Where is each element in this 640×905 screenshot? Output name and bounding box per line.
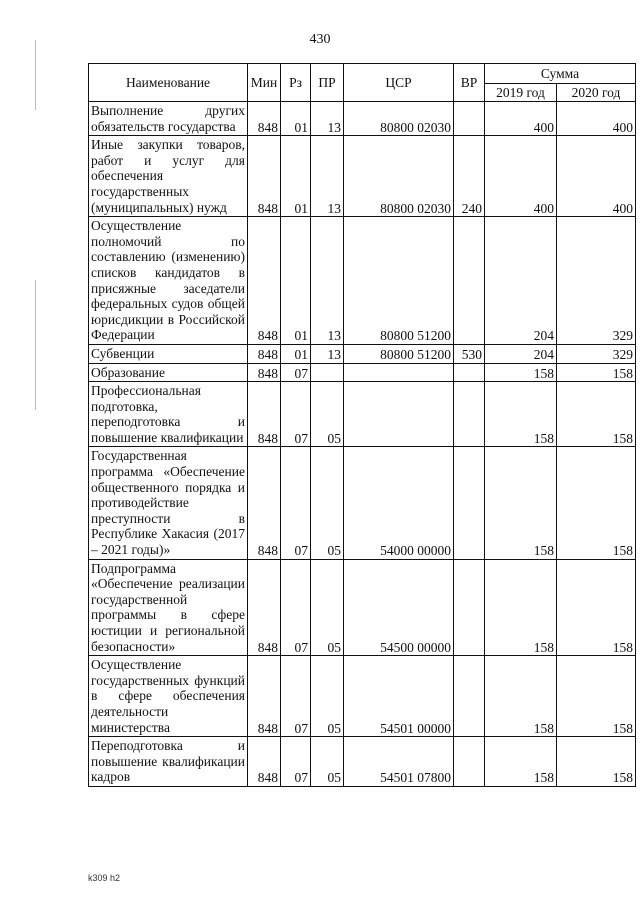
cell-2019: 158 xyxy=(485,737,557,787)
cell-csr: 80800 51200 xyxy=(344,217,454,345)
cell-rz: 07 xyxy=(281,382,311,447)
cell-name: Переподготовка и повышение квалификации кадров xyxy=(89,737,248,787)
table-row xyxy=(89,102,636,136)
cell-2019: 204 xyxy=(485,217,557,345)
cell-2020: 158 xyxy=(557,447,636,559)
cell-2020: 400 xyxy=(557,136,636,217)
page-number: 430 xyxy=(309,32,331,47)
cell-csr: 80800 02030 xyxy=(344,102,454,136)
cell-name: Субвенции xyxy=(89,344,248,363)
table-body xyxy=(89,102,636,787)
cell-csr: 54501 00000 xyxy=(344,656,454,737)
cell-rz: 01 xyxy=(281,217,311,345)
cell-csr xyxy=(344,363,454,382)
cell-name: Выполнение других обязательств государства xyxy=(89,102,248,136)
cell-2019: 158 xyxy=(485,656,557,737)
table-row xyxy=(89,656,636,737)
cell-2019: 400 xyxy=(485,136,557,217)
budget-table xyxy=(88,63,636,787)
cell-name: Образование xyxy=(89,363,248,382)
header-name: Наименование xyxy=(89,64,248,102)
cell-name: Осуществление полномочий по составлению (изменению) списков кандидатов в присяжные заседатели федеральных судов общей юрисдикции в Российской Федерации xyxy=(89,217,248,345)
cell-2020: 158 xyxy=(557,382,636,447)
cell-pr: 05 xyxy=(311,382,344,447)
cell-vr xyxy=(454,559,485,656)
cell-pr: 05 xyxy=(311,447,344,559)
scan-margin-mark xyxy=(35,40,36,110)
cell-pr: 13 xyxy=(311,344,344,363)
cell-rz: 01 xyxy=(281,344,311,363)
cell-rz: 07 xyxy=(281,363,311,382)
cell-2020: 400 xyxy=(557,102,636,136)
cell-min: 848 xyxy=(248,656,281,737)
cell-vr xyxy=(454,217,485,345)
cell-vr: 530 xyxy=(454,344,485,363)
header-rz: Рз xyxy=(281,64,311,102)
cell-rz: 07 xyxy=(281,559,311,656)
cell-name: Иные закупки товаров, работ и услуг для обеспечения государственных (муниципальных) нужд xyxy=(89,136,248,217)
cell-name: Подпрограмма «Обеспечение реализации государственной программы в сфере юстиции и региональной безопасности» xyxy=(89,559,248,656)
scan-margin-mark xyxy=(35,280,36,410)
cell-csr xyxy=(344,382,454,447)
cell-min: 848 xyxy=(248,382,281,447)
cell-2020: 329 xyxy=(557,344,636,363)
cell-rz: 01 xyxy=(281,136,311,217)
cell-min: 848 xyxy=(248,363,281,382)
cell-2020: 158 xyxy=(557,559,636,656)
footer-code: k309 h2 xyxy=(88,873,121,883)
cell-2019: 158 xyxy=(485,447,557,559)
cell-2019: 158 xyxy=(485,559,557,656)
cell-min: 848 xyxy=(248,136,281,217)
table-row xyxy=(89,559,636,656)
cell-pr: 05 xyxy=(311,737,344,787)
header-vr: ВР xyxy=(454,64,485,102)
cell-vr xyxy=(454,656,485,737)
cell-csr: 80800 51200 xyxy=(344,344,454,363)
header-min: Мин xyxy=(248,64,281,102)
cell-rz: 07 xyxy=(281,656,311,737)
cell-min: 848 xyxy=(248,737,281,787)
cell-2019: 158 xyxy=(485,382,557,447)
cell-2019: 158 xyxy=(485,363,557,382)
cell-min: 848 xyxy=(248,217,281,345)
header-year-2020: 2020 год xyxy=(557,84,636,102)
cell-min: 848 xyxy=(248,102,281,136)
table-row xyxy=(89,363,636,382)
table-row xyxy=(89,217,636,345)
header-year-2019: 2019 год xyxy=(485,84,557,102)
cell-pr: 13 xyxy=(311,102,344,136)
cell-name: Государственная программа «Обеспечение общественного порядка и противодействие преступности в Республике Хакасия (2017 – 2021 годы)» xyxy=(89,447,248,559)
cell-2020: 329 xyxy=(557,217,636,345)
cell-2020: 158 xyxy=(557,737,636,787)
table-row xyxy=(89,136,636,217)
header-sum: Сумма xyxy=(485,64,636,84)
cell-csr: 54500 00000 xyxy=(344,559,454,656)
cell-2019: 400 xyxy=(485,102,557,136)
cell-pr: 13 xyxy=(311,136,344,217)
cell-name: Профессиональная подготовка, переподготовка и повышение квалификации xyxy=(89,382,248,447)
cell-vr xyxy=(454,447,485,559)
cell-vr xyxy=(454,363,485,382)
cell-min: 848 xyxy=(248,447,281,559)
cell-2020: 158 xyxy=(557,656,636,737)
cell-csr: 80800 02030 xyxy=(344,136,454,217)
cell-pr: 13 xyxy=(311,217,344,345)
cell-vr: 240 xyxy=(454,136,485,217)
cell-2019: 204 xyxy=(485,344,557,363)
cell-rz: 07 xyxy=(281,447,311,559)
cell-csr: 54000 00000 xyxy=(344,447,454,559)
cell-pr xyxy=(311,363,344,382)
table-row xyxy=(89,737,636,787)
cell-rz: 01 xyxy=(281,102,311,136)
table-row xyxy=(89,382,636,447)
cell-pr: 05 xyxy=(311,559,344,656)
cell-csr: 54501 07800 xyxy=(344,737,454,787)
cell-min: 848 xyxy=(248,344,281,363)
cell-vr xyxy=(454,737,485,787)
header-pr: ПР xyxy=(311,64,344,102)
cell-vr xyxy=(454,102,485,136)
cell-rz: 07 xyxy=(281,737,311,787)
cell-min: 848 xyxy=(248,559,281,656)
cell-pr: 05 xyxy=(311,656,344,737)
table-row xyxy=(89,344,636,363)
cell-2020: 158 xyxy=(557,363,636,382)
header-csr: ЦСР xyxy=(344,64,454,102)
cell-name: Осуществление государственных функций в сфере обеспечения деятельности министерства xyxy=(89,656,248,737)
cell-vr xyxy=(454,382,485,447)
table-row xyxy=(89,447,636,559)
